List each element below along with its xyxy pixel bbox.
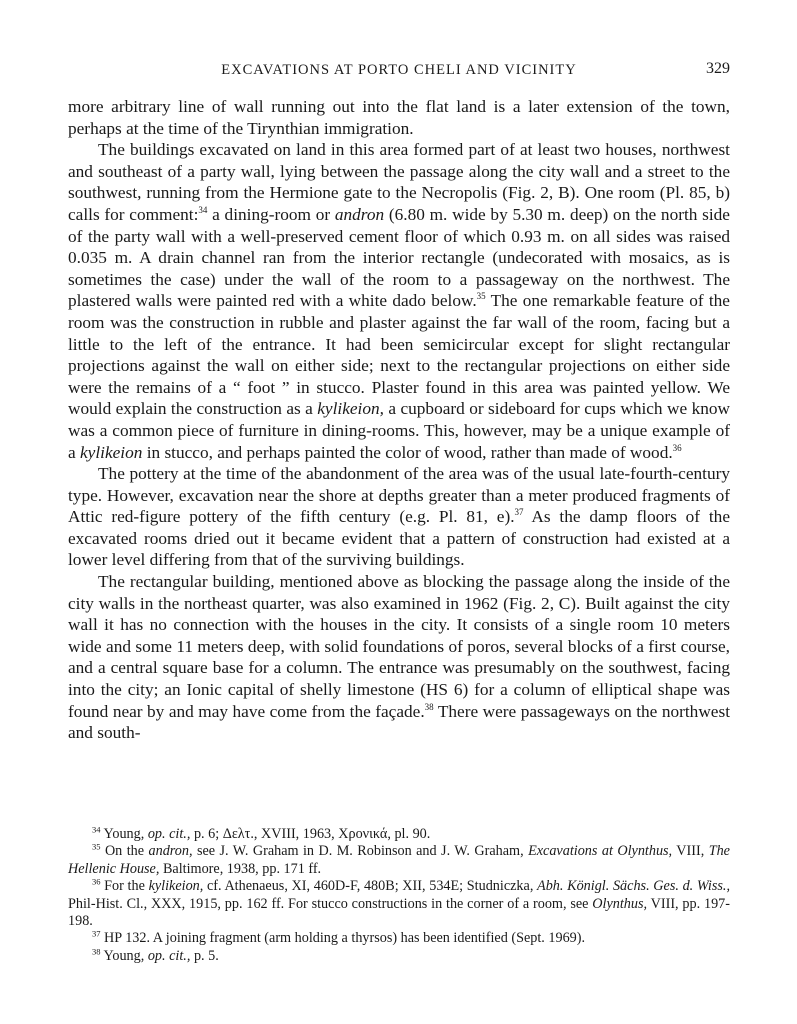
text-run: On the	[100, 843, 149, 860]
footnote-number: 38	[92, 946, 101, 957]
footnote-ref: 36	[672, 442, 682, 453]
footnote-number: 35	[92, 841, 101, 852]
text-run: Baltimore, 1938, pp. 171 ff.	[159, 860, 322, 877]
text-run: (6.80 m. wide by 5.30 m. deep) on the north side of the party wall with a well-preserved cement floor of which 0.93 m. on all sides was raised 0.035 m. A drain channel ran from the interior rectangle (undecorated with mosaics, as is sometimes the case) under the wall of the room to a passageway on the northwest. The plastered walls were painted red with a white dado below.	[68, 204, 730, 311]
text-run: HP 132. A joining fragment (arm holding a thyrsos) has been identified (Sept. 1969).	[100, 930, 586, 947]
running-head: EXCAVATIONS AT PORTO CHELI AND VICINITY	[221, 62, 577, 78]
footnote-number: 36	[92, 876, 101, 887]
text-run: As the damp floors of the excavated rooms dried out it became evident that a pattern of construction had existed at a lower level differing from that of the surviving buildings.	[68, 507, 730, 570]
text-run: cf. Athenaeus, XI, 460D-F, 480B; XII, 534E; Studniczka,	[203, 878, 538, 895]
page-header	[68, 60, 730, 84]
text-run: a cupboard or sideboard for cups which we know was a common piece of furniture in dining-rooms. This, however, may be a unique example of a	[68, 399, 730, 462]
page-number: 329	[706, 60, 730, 77]
text-run: The rectangular building, mentioned above as blocking the passage along the inside of the city walls in the northeast quarter, was also examined in 1962 (Fig. 2, C). Built against the city wall it has no connection with the houses in the city. It consists of a single room 10 meters wide and some 11 meters deep, with solid foundations of poros, several blocks of a first course, and a central square base for a column. The entrance was presumably on the southwest, facing into the city; an Ionic capital of shelly limestone (HS 6) for a column of elliptical shape was found near by and may have come from the façade.	[68, 572, 730, 721]
italic-text: The Hellenic House,	[68, 843, 730, 877]
italic-text: kylikeion	[80, 442, 143, 462]
italic-text: kylikeion,	[317, 399, 384, 419]
text-run: p. 5.	[190, 947, 219, 964]
text-run: more arbitrary line of wall running out into the flat land is a later extension of the town, perhaps at the time of the Tirynthian immigration.	[68, 97, 730, 138]
footnote	[68, 826, 730, 843]
footnote-ref: 38	[424, 701, 434, 712]
footnote	[68, 878, 730, 930]
footnote-ref: 35	[476, 291, 486, 302]
footnote	[68, 948, 730, 965]
italic-text: andron	[334, 204, 385, 224]
text-run: see J. W. Graham in D. M. Robinson and J. W. Graham,	[192, 843, 529, 860]
text-run: VIII,	[672, 843, 709, 860]
footnote-number: 34	[92, 824, 101, 835]
text-run: The pottery at the time of the abandonment of the area was of the usual late-fourth-century type. However, excavation near the shore at depths greater than a meter produced fragments of Attic red-figure pottery of the fifth century (e.g. Pl. 81, e).	[68, 464, 730, 527]
text-run: The buildings excavated on land in this area formed part of at least two houses, northwest and southeast of a party wall, lying between the passage along the city wall and a street to the southwest, running from the Hermione gate to the Necropolis (Fig. 2, B). One room (Pl. 85, b) calls for comment:	[68, 140, 730, 224]
italic-text: kylikeion,	[148, 878, 204, 895]
paragraph	[68, 463, 730, 571]
text-run: p. 6; Δελτ., XVIII, 1963, Χρονικά, pl. 90.	[190, 826, 431, 842]
paragraph	[68, 571, 730, 744]
text-run: Phil-Hist. Cl., XXX, 1915, pp. 162 ff. For stucco constructions in the corner of a room, see	[68, 895, 593, 912]
italic-text: Olynthus,	[592, 895, 648, 912]
footnotes	[68, 826, 730, 965]
italic-text: op. cit.,	[147, 947, 191, 964]
footnote-ref: 34	[198, 205, 208, 216]
footnote-number: 37	[92, 928, 101, 939]
italic-text: op. cit.,	[147, 826, 191, 842]
footnote-ref: 37	[514, 507, 524, 518]
text-run: Young,	[100, 826, 148, 842]
paragraph	[68, 139, 730, 463]
text-run: There were passageways on the northwest and south-	[68, 701, 730, 743]
text-run: VIII, pp. 197-198.	[68, 895, 730, 930]
footnote	[68, 843, 730, 878]
text-run: For the	[100, 878, 149, 895]
text-run: Young,	[100, 947, 148, 964]
body-text	[68, 96, 730, 744]
italic-text: Excavations at Olynthus,	[528, 843, 673, 860]
italic-text: Abh. Königl. Sächs. Ges. d. Wiss.,	[537, 878, 730, 895]
text-run: The one remarkable feature of the room was the construction in rubble and plaster against the far wall of the room, facing but a little to the left of the entrance. It had been semicircular except for slight rectangular projections against the wall on either side; next to the rectangular projections on either side were the remains of a “ foot ” in stucco. Plaster found in this area was painted yellow. We would explain the construction as a	[68, 291, 730, 419]
paragraph	[68, 96, 730, 139]
italic-text: andron,	[148, 843, 193, 860]
text-run: a dining-room or	[207, 204, 335, 224]
text-run: in stucco, and perhaps painted the color of wood, rather than made of wood.	[142, 442, 673, 462]
footnote	[68, 930, 730, 947]
